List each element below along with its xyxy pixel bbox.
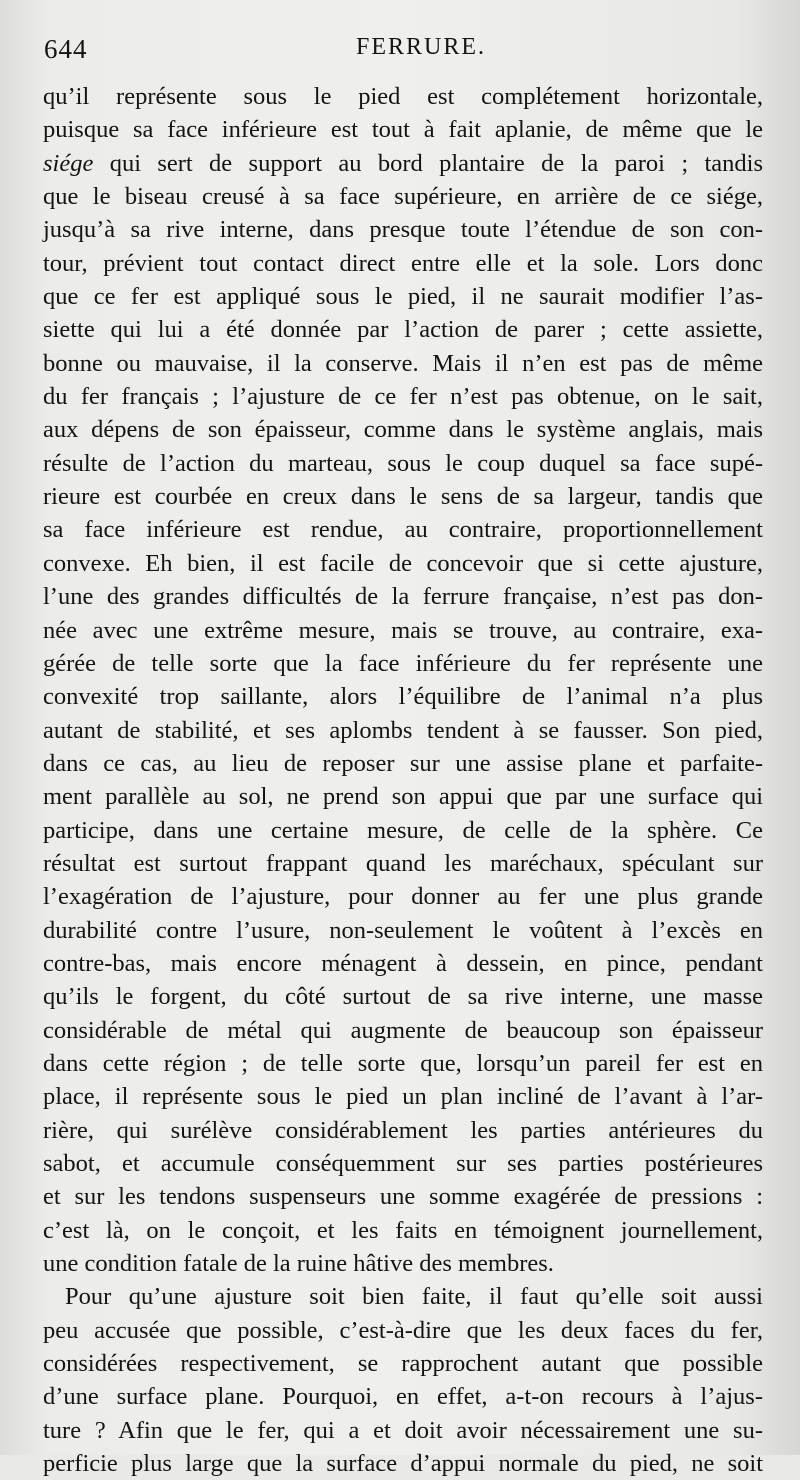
text-line: aux dépens de son épaisseur, comme dans le système anglais, mais: [43, 416, 763, 444]
text-line: ture ? Afin que le fer, qui a et doit avoir nécessairement une su-: [43, 1416, 763, 1444]
text-line: rieure est courbée en creux dans le sens de sa largeur, tandis que: [43, 483, 763, 511]
text-line: que le biseau creusé à sa face supérieure, en arrière de ce siége,: [43, 183, 763, 211]
text-line: et sur les tendons suspenseurs une somme exagérée de pressions :: [43, 1183, 763, 1211]
text-line: participe, dans une certaine mesure, de celle de la sphère. Ce: [43, 816, 763, 844]
text-line: du fer français ; l’ajusture de ce fer n’est pas obtenue, on le sait,: [43, 383, 763, 411]
text-line: qu’il représente sous le pied est complétement horizontale,: [43, 83, 763, 110]
text-line: l’une des grandes difficultés de la ferrure française, n’est pas don-: [43, 583, 763, 611]
text-line: une condition fatale de la ruine hâtive des membres.: [43, 1250, 554, 1278]
text-line: dans ce cas, au lieu de reposer sur une assise plane et parfaite-: [43, 749, 763, 777]
text-line: Pour qu’une ajusture soit bien faite, il faut qu’elle soit aussi: [65, 1283, 763, 1311]
text-line: convexe. Eh bien, il est facile de concevoir que si cette ajusture,: [43, 549, 763, 577]
text-line: autant de stabilité, et ses aplombs tendent à se fausser. Son pied,: [43, 716, 763, 744]
text-line: que ce fer est appliqué sous le pied, il ne saurait modifier l’as-: [43, 283, 763, 311]
running-title: FERRURE.: [356, 34, 487, 60]
text-line: convexité trop saillante, alors l’équilibre de l’animal n’a plus: [43, 683, 763, 711]
text-line: contre-bas, mais encore ménagent à dessein, en pince, pendant: [43, 949, 763, 977]
text-line: sabot, et accumule conséquemment sur ses parties postérieures: [43, 1150, 763, 1177]
text-line: née avec une extrême mesure, mais se trouve, au contraire, exa-: [43, 616, 763, 644]
text-line: tour, prévient tout contact direct entre elle et la sole. Lors donc: [43, 249, 763, 277]
text-line: rière, qui surélève considérablement les parties antérieures du: [43, 1116, 763, 1144]
text-line: qu’ils le forgent, du côté surtout de sa rive interne, une masse: [43, 983, 763, 1011]
text-line: peu accusée que possible, c’est-à-dire que les deux faces du fer,: [43, 1316, 763, 1344]
text-line: c’est là, on le conçoit, et les faits en témoignent journellement,: [43, 1216, 763, 1244]
text-line: puisque sa face inférieure est tout à fait aplanie, de même que le: [43, 116, 763, 144]
text-line: l’exagération de l’ajusture, pour donner au fer une plus grande: [43, 883, 763, 911]
text-line: considérées respectivement, se rapprochent autant que possible: [43, 1350, 763, 1378]
text-line: résulte de l’action du marteau, sous le coup duquel sa face supé-: [43, 449, 763, 477]
text-line: résultat est surtout frappant quand les maréchaux, spéculant sur: [43, 849, 763, 877]
text-line: sa face inférieure est rendue, au contraire, proportionnellement: [43, 516, 763, 544]
italic-term: siége: [43, 149, 94, 177]
text-line: durabilité contre l’usure, non-seulement le voûtent à l’excès en: [43, 916, 763, 944]
text-line: jusqu’à sa rive interne, dans presque toute l’étendue de son con-: [43, 216, 763, 244]
page-body: [43, 80, 763, 1480]
text-line: siette qui lui a été donnée par l’action de parer ; cette assiette,: [43, 316, 763, 344]
text-line: bonne ou mauvaise, il la conserve. Mais il n’en est pas de même: [43, 349, 763, 377]
text-line: perficie plus large que la surface d’appui normale du pied, ne soit: [43, 1450, 763, 1478]
text-line: considérable de métal qui augmente de beaucoup son épaisseur: [43, 1016, 763, 1044]
text-fragment: qui sert de support au bord plantaire de la paroi ; tandis: [93, 149, 763, 177]
text-line: place, il représente sous le pied un plan incliné de l’avant à l’ar-: [43, 1083, 763, 1111]
text-line: [43, 147, 763, 180]
text-line: d’une surface plane. Pourquoi, en effet, a-t-on recours à l’ajus-: [43, 1383, 763, 1411]
page-number: 644: [44, 34, 88, 64]
text-line: dans cette région ; de telle sorte que, lorsqu’un pareil fer est en: [43, 1049, 763, 1077]
text-line: gérée de telle sorte que la face inférieure du fer représente une: [43, 649, 763, 677]
text-line: ment parallèle au sol, ne prend son appui que par une surface qui: [43, 783, 763, 811]
page-header: [0, 30, 800, 70]
